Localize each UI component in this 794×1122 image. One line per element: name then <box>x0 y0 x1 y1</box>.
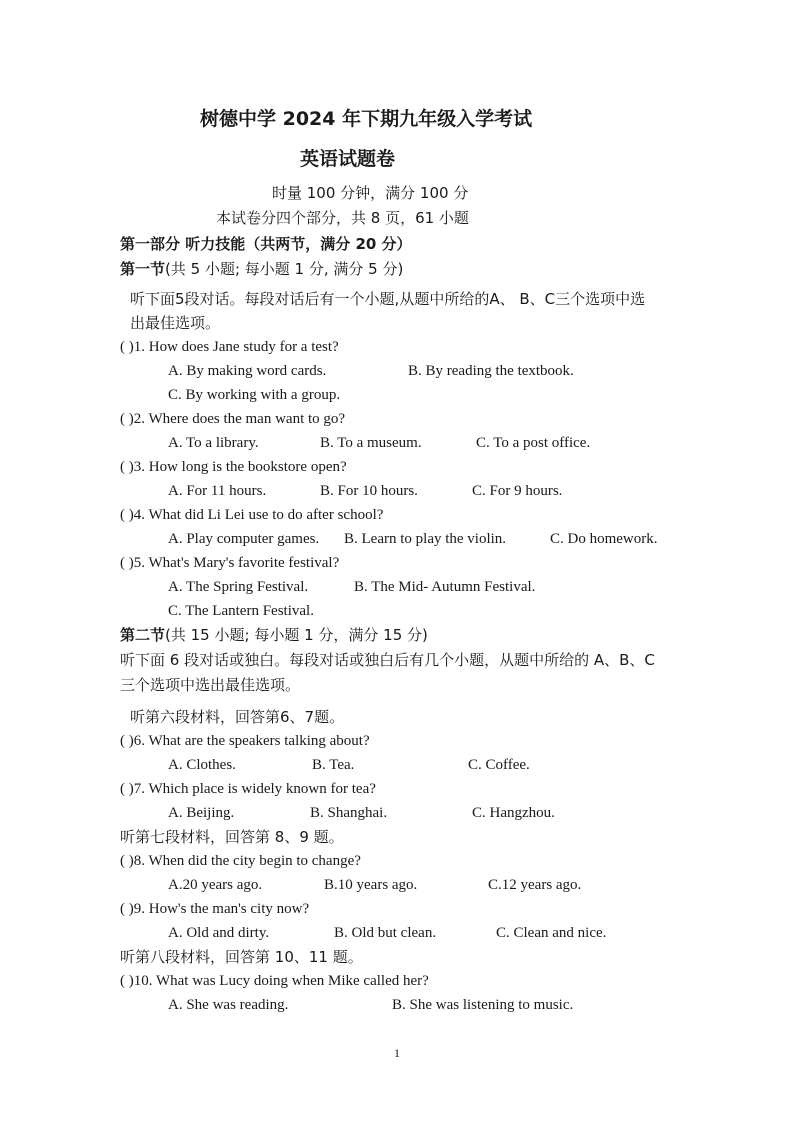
q5-option-a: A. The Spring Festival. <box>168 579 309 595</box>
section1-instructions-line2: 出最佳选项。 <box>130 314 221 332</box>
answer-blank[interactable]: ( ) <box>120 853 134 869</box>
section2-instructions-line1: 听下面 6 段对话或独白。每段对话或独白后有几个小题，从题中所给的 A、B、C <box>120 651 655 669</box>
q4-option-b: B. Learn to play the violin. <box>344 531 507 547</box>
section1-instructions-line1: 听下面5段对话。每段对话后有一个小题,从题中所给的A、 B、C三个选项中选 <box>130 290 646 308</box>
question-stem: 2. Where does the man want to go? <box>133 411 346 427</box>
question-8 <box>120 852 361 870</box>
question-stem: 6. What are the speakers talking about? <box>133 733 370 749</box>
section2-instructions-line2: 三个选项中选出最佳选项。 <box>120 676 301 694</box>
material-6-note: 听第六段材料，回答第6、7题。 <box>130 708 345 726</box>
q2-option-b: B. To a museum. <box>320 435 422 451</box>
q6-option-c: C. Coffee. <box>468 757 530 773</box>
q2-option-a: A. To a library. <box>168 435 259 451</box>
q7-option-c: C. Hangzhou. <box>472 805 555 821</box>
question-5 <box>120 554 339 572</box>
section2-meta: (共 15 小题; 每小题 1 分，满分 15 分) <box>165 626 428 644</box>
section1-meta: (共 5 小题; 每小题 1 分, 满分 5 分) <box>165 260 404 278</box>
page-number: 1 <box>394 1046 400 1060</box>
q9-option-b: B. Old but clean. <box>334 925 437 941</box>
question-stem: 10. What was Lucy doing when Mike called her? <box>133 973 429 989</box>
section1-heading <box>120 260 403 279</box>
answer-blank[interactable]: ( ) <box>120 507 134 523</box>
q2-option-c: C. To a post office. <box>476 435 591 451</box>
q8-option-a: A.20 years ago. <box>168 877 263 893</box>
exam-title: 树德中学 2024 年下期九年级入学考试 <box>200 108 533 130</box>
part1-title: 第一部分 听力技能（共两节，满分 20 分） <box>120 235 412 253</box>
material-7-note: 听第七段材料，回答第 8、9 题。 <box>120 828 344 846</box>
question-7 <box>120 780 376 798</box>
q7-option-b: B. Shanghai. <box>310 805 388 821</box>
question-stem: 1. How does Jane study for a test? <box>133 339 339 355</box>
question-2 <box>120 410 345 428</box>
question-stem: 3. How long is the bookstore open? <box>133 459 347 475</box>
q4-option-c: C. Do homework. <box>550 531 658 547</box>
question-stem: 9. How's the man's city now? <box>133 901 310 917</box>
answer-blank[interactable]: ( ) <box>120 411 134 427</box>
question-10 <box>120 972 429 990</box>
section2-heading <box>120 626 428 645</box>
q3-option-c: C. For 9 hours. <box>472 483 563 499</box>
answer-blank[interactable]: ( ) <box>120 781 134 797</box>
material-8-note: 听第八段材料，回答第 10、11 题。 <box>120 948 363 966</box>
answer-blank[interactable]: ( ) <box>120 555 134 571</box>
question-4 <box>120 506 383 524</box>
q4-option-a: A. Play computer games. <box>168 531 320 547</box>
answer-blank[interactable]: ( ) <box>120 733 134 749</box>
q8-option-c: C.12 years ago. <box>488 877 582 893</box>
structure-info: 本试卷分四个部分，共 8 页，61 小题 <box>216 209 469 227</box>
question-stem: 8. When did the city begin to change? <box>133 853 361 869</box>
time-info: 时量 100 分钟，满分 100 分 <box>272 184 469 202</box>
question-stem: 7. Which place is widely known for tea? <box>133 781 376 797</box>
question-9 <box>120 900 309 918</box>
q6-option-b: B. Tea. <box>312 757 355 773</box>
exam-subtitle: 英语试题卷 <box>300 148 396 170</box>
q5-option-c: C. The Lantern Festival. <box>168 603 314 619</box>
q9-option-c: C. Clean and nice. <box>496 925 607 941</box>
q7-option-a: A. Beijing. <box>168 805 235 821</box>
q1-option-b: B. By reading the textbook. <box>408 363 574 379</box>
q3-option-a: A. For 11 hours. <box>168 483 267 499</box>
q1-option-c: C. By working with a group. <box>168 387 341 403</box>
question-6 <box>120 732 370 750</box>
question-stem: 5. What's Mary's favorite festival? <box>133 555 340 571</box>
question-stem: 4. What did Li Lei use to do after school? <box>133 507 384 523</box>
q8-option-b: B.10 years ago. <box>324 877 418 893</box>
section1-title: 第一节 <box>120 260 166 278</box>
q6-option-a: A. Clothes. <box>168 757 236 773</box>
q9-option-a: A. Old and dirty. <box>168 925 270 941</box>
question-3 <box>120 458 347 476</box>
question-1 <box>120 338 339 356</box>
q1-option-a: A. By making word cards. <box>168 363 327 379</box>
answer-blank[interactable]: ( ) <box>120 339 134 355</box>
q10-option-b: B. She was listening to music. <box>392 997 574 1013</box>
answer-blank[interactable]: ( ) <box>120 973 134 989</box>
q5-option-b: B. The Mid- Autumn Festival. <box>354 579 536 595</box>
answer-blank[interactable]: ( ) <box>120 901 134 917</box>
answer-blank[interactable]: ( ) <box>120 459 134 475</box>
section2-title: 第二节 <box>120 626 166 644</box>
q10-option-a: A. She was reading. <box>168 997 289 1013</box>
q3-option-b: B. For 10 hours. <box>320 483 418 499</box>
